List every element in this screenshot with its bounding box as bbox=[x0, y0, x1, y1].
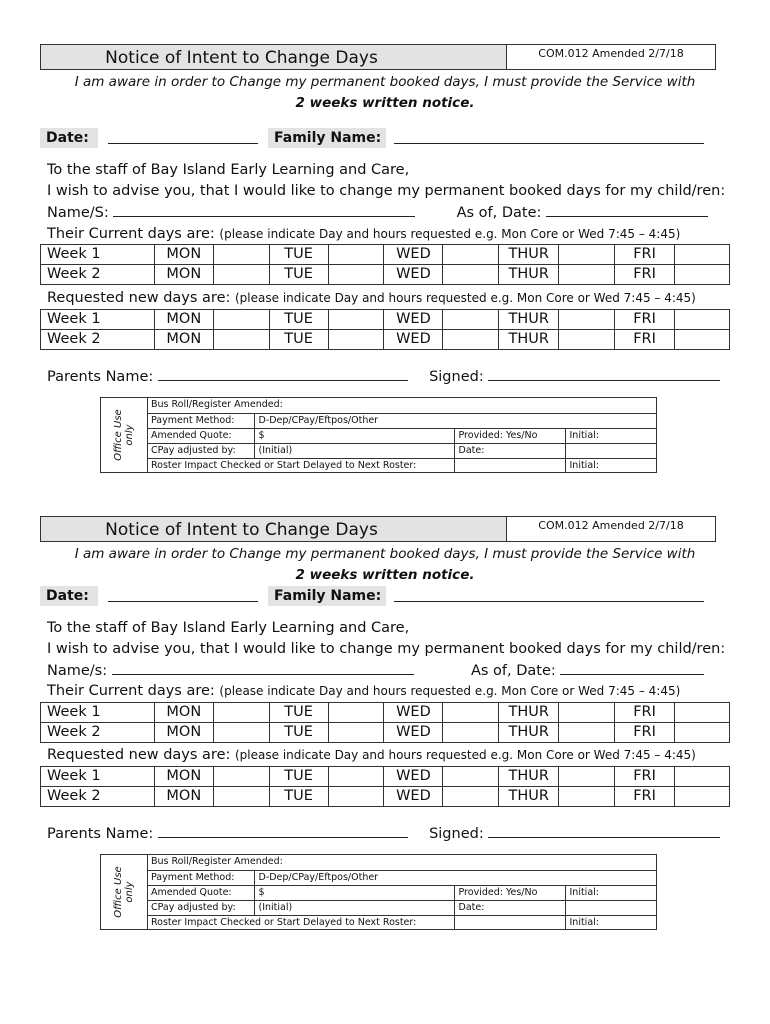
day-label: TUE bbox=[269, 265, 328, 285]
day-entry-cell[interactable] bbox=[675, 310, 730, 330]
office-use-label: Office Use only bbox=[113, 866, 135, 918]
day-label: TUE bbox=[269, 703, 328, 723]
office-use-table bbox=[147, 398, 656, 473]
date-field[interactable] bbox=[108, 601, 258, 602]
day-label: THUR bbox=[499, 265, 559, 285]
current-days-hint: (please indicate Day and hours requested e.g. Mon Core or Wed 7:45 – 4:45) bbox=[219, 227, 681, 241]
week-label: Week 2 bbox=[41, 723, 155, 743]
day-entry-cell[interactable] bbox=[213, 723, 269, 743]
initial-label: Initial: bbox=[565, 885, 656, 900]
signature-field[interactable] bbox=[488, 366, 720, 381]
day-entry-cell[interactable] bbox=[675, 265, 730, 285]
day-label: TUE bbox=[269, 787, 328, 807]
as-of-label: As of, Date: bbox=[470, 663, 556, 679]
date-family-row bbox=[40, 586, 730, 606]
day-entry-cell[interactable] bbox=[213, 245, 269, 265]
day-entry-cell[interactable] bbox=[443, 245, 499, 265]
day-entry-cell[interactable] bbox=[559, 330, 615, 350]
notice-text bbox=[40, 544, 730, 586]
day-label: MON bbox=[154, 245, 213, 265]
week-label: Week 2 bbox=[41, 330, 155, 350]
week-row bbox=[41, 723, 730, 743]
requested-days-table bbox=[40, 309, 730, 350]
day-entry-cell[interactable] bbox=[675, 767, 730, 787]
as-of-date-field[interactable] bbox=[546, 202, 708, 217]
day-entry-cell[interactable] bbox=[559, 703, 615, 723]
amended-quote-label: Amended Quote: bbox=[147, 885, 254, 900]
day-entry-cell[interactable] bbox=[443, 767, 499, 787]
initial-label: Initial: bbox=[565, 458, 656, 473]
day-label: TUE bbox=[269, 723, 328, 743]
day-entry-cell[interactable] bbox=[213, 265, 269, 285]
intro-line-1: To the staff of Bay Island Early Learning and Care, bbox=[47, 620, 410, 636]
week-label: Week 1 bbox=[41, 767, 155, 787]
week-row bbox=[41, 703, 730, 723]
name-label: Name/S: bbox=[47, 205, 109, 221]
as-of-label: As of, Date: bbox=[456, 205, 542, 221]
intro-paragraph bbox=[47, 618, 725, 681]
day-label: MON bbox=[154, 265, 213, 285]
payment-method-options: D-Dep/CPay/Eftpos/Other bbox=[254, 413, 656, 428]
parents-name-field[interactable] bbox=[158, 366, 408, 381]
day-label: FRI bbox=[615, 245, 675, 265]
notice-text bbox=[40, 72, 730, 114]
day-entry-cell[interactable] bbox=[443, 723, 499, 743]
form-code: COM.012 Amended 2/7/18 bbox=[538, 47, 684, 60]
day-entry-cell[interactable] bbox=[675, 787, 730, 807]
day-entry-cell[interactable] bbox=[328, 245, 384, 265]
day-entry-cell[interactable] bbox=[443, 330, 499, 350]
intro-line-2: I wish to advise you, that I would like to change my permanent booked days for my child/ren: bbox=[47, 641, 726, 657]
name-field[interactable] bbox=[113, 202, 415, 217]
form-title: Notice of Intent to Change Days bbox=[105, 48, 378, 68]
signed-label: Signed: bbox=[429, 369, 484, 385]
form-code: COM.012 Amended 2/7/18 bbox=[538, 519, 684, 532]
initial-label: Initial: bbox=[565, 915, 656, 930]
amended-quote-label: Amended Quote: bbox=[147, 428, 254, 443]
amended-quote-field[interactable]: $ bbox=[254, 885, 454, 900]
requested-days-heading bbox=[47, 290, 696, 306]
cpay-initial-field[interactable]: (Initial) bbox=[254, 900, 454, 915]
day-label: WED bbox=[384, 265, 443, 285]
day-label: FRI bbox=[615, 723, 675, 743]
week-label: Week 2 bbox=[41, 265, 155, 285]
day-entry-cell[interactable] bbox=[328, 723, 384, 743]
day-label: WED bbox=[384, 310, 443, 330]
week-label: Week 1 bbox=[41, 703, 155, 723]
day-entry-cell[interactable] bbox=[443, 265, 499, 285]
notice-line-2: 2 weeks written notice. bbox=[295, 95, 475, 111]
day-label: THUR bbox=[499, 245, 559, 265]
day-label: TUE bbox=[269, 330, 328, 350]
day-entry-cell[interactable] bbox=[213, 767, 269, 787]
day-entry-cell[interactable] bbox=[328, 787, 384, 807]
signature-field[interactable] bbox=[488, 823, 720, 838]
current-days-heading bbox=[47, 226, 680, 242]
intro-line-2: I wish to advise you, that I would like to change my permanent booked days for my child/ren: bbox=[47, 183, 726, 199]
day-label: MON bbox=[154, 767, 213, 787]
requested-days-label: Requested new days are: bbox=[47, 747, 231, 763]
week-row bbox=[41, 767, 730, 787]
family-name-field[interactable] bbox=[394, 601, 704, 602]
family-name-field[interactable] bbox=[394, 143, 704, 144]
day-entry-cell[interactable] bbox=[559, 245, 615, 265]
roster-impact-label: Roster Impact Checked or Start Delayed to Next Roster: bbox=[147, 915, 454, 930]
week-row bbox=[41, 265, 730, 285]
office-use-box bbox=[100, 397, 657, 473]
day-label: WED bbox=[384, 703, 443, 723]
date-family-row bbox=[40, 128, 730, 148]
requested-days-heading bbox=[47, 747, 696, 763]
day-entry-cell[interactable] bbox=[675, 245, 730, 265]
week-row bbox=[41, 330, 730, 350]
current-days-label: Their Current days are: bbox=[47, 683, 215, 699]
office-use-table bbox=[147, 855, 656, 930]
day-label: FRI bbox=[615, 330, 675, 350]
day-entry-cell[interactable] bbox=[213, 310, 269, 330]
day-entry-cell[interactable] bbox=[559, 723, 615, 743]
day-entry-cell[interactable] bbox=[443, 310, 499, 330]
title-box bbox=[40, 516, 716, 542]
date-label: Date: bbox=[40, 586, 98, 606]
bus-roll-label: Bus Roll/Register Amended: bbox=[147, 398, 656, 413]
day-entry-cell[interactable] bbox=[328, 703, 384, 723]
notice-line-1: I am aware in order to Change my permanent booked days, I must provide the Service with bbox=[74, 74, 696, 90]
requested-days-table bbox=[40, 766, 730, 807]
day-entry-cell[interactable] bbox=[328, 767, 384, 787]
date-label: Date: bbox=[454, 443, 565, 458]
signature-row bbox=[47, 366, 720, 385]
notice-line-1: I am aware in order to Change my permanent booked days, I must provide the Service with bbox=[74, 546, 696, 562]
cpay-adjusted-label: CPay adjusted by: bbox=[147, 900, 254, 915]
week-row bbox=[41, 245, 730, 265]
parents-name-label: Parents Name: bbox=[47, 826, 154, 842]
cpay-adjusted-label: CPay adjusted by: bbox=[147, 443, 254, 458]
family-name-label: Family Name: bbox=[268, 586, 386, 606]
week-label: Week 2 bbox=[41, 787, 155, 807]
day-entry-cell[interactable] bbox=[443, 787, 499, 807]
notice-line-2: 2 weeks written notice. bbox=[295, 567, 475, 583]
week-label: Week 1 bbox=[41, 245, 155, 265]
parents-name-field[interactable] bbox=[158, 823, 408, 838]
day-label: THUR bbox=[499, 703, 559, 723]
day-entry-cell[interactable] bbox=[559, 787, 615, 807]
day-label: THUR bbox=[499, 330, 559, 350]
cpay-initial-field[interactable]: (Initial) bbox=[254, 443, 454, 458]
day-label: THUR bbox=[499, 787, 559, 807]
empty-cell[interactable] bbox=[454, 458, 565, 473]
day-entry-cell[interactable] bbox=[213, 703, 269, 723]
current-days-label: Their Current days are: bbox=[47, 226, 215, 242]
signature-row bbox=[47, 823, 720, 842]
payment-method-label: Payment Method: bbox=[147, 413, 254, 428]
intro-line-1: To the staff of Bay Island Early Learning and Care, bbox=[47, 162, 410, 178]
date-field[interactable] bbox=[108, 143, 258, 144]
day-label: TUE bbox=[269, 245, 328, 265]
day-label: TUE bbox=[269, 310, 328, 330]
week-row bbox=[41, 787, 730, 807]
name-label: Name/s: bbox=[47, 663, 108, 679]
day-entry-cell[interactable] bbox=[213, 787, 269, 807]
day-label: FRI bbox=[615, 265, 675, 285]
title-box bbox=[40, 44, 716, 70]
office-use-label: Office Use only bbox=[113, 409, 135, 461]
day-label: THUR bbox=[499, 767, 559, 787]
day-label: WED bbox=[384, 767, 443, 787]
form-title: Notice of Intent to Change Days bbox=[105, 520, 378, 540]
parents-name-label: Parents Name: bbox=[47, 369, 154, 385]
date-label: Date: bbox=[454, 900, 565, 915]
day-label: MON bbox=[154, 703, 213, 723]
day-entry-cell[interactable] bbox=[328, 310, 384, 330]
day-label: MON bbox=[154, 723, 213, 743]
day-entry-cell[interactable] bbox=[328, 265, 384, 285]
signed-label: Signed: bbox=[429, 826, 484, 842]
day-label: WED bbox=[384, 723, 443, 743]
day-entry-cell[interactable] bbox=[675, 703, 730, 723]
day-entry-cell[interactable] bbox=[559, 310, 615, 330]
empty-cell[interactable] bbox=[565, 900, 656, 915]
current-days-hint: (please indicate Day and hours requested e.g. Mon Core or Wed 7:45 – 4:45) bbox=[219, 684, 681, 698]
day-entry-cell[interactable] bbox=[443, 703, 499, 723]
family-name-label: Family Name: bbox=[268, 128, 386, 148]
day-label: FRI bbox=[615, 787, 675, 807]
roster-impact-label: Roster Impact Checked or Start Delayed to Next Roster: bbox=[147, 458, 454, 473]
day-label: FRI bbox=[615, 703, 675, 723]
payment-method-label: Payment Method: bbox=[147, 870, 254, 885]
day-label: WED bbox=[384, 787, 443, 807]
day-entry-cell[interactable] bbox=[559, 265, 615, 285]
day-label: MON bbox=[154, 330, 213, 350]
amended-quote-field[interactable]: $ bbox=[254, 428, 454, 443]
day-label: MON bbox=[154, 310, 213, 330]
week-row bbox=[41, 310, 730, 330]
current-days-heading bbox=[47, 683, 680, 699]
requested-days-hint: (please indicate Day and hours requested e.g. Mon Core or Wed 7:45 – 4:45) bbox=[235, 748, 696, 762]
payment-method-options: D-Dep/CPay/Eftpos/Other bbox=[254, 870, 656, 885]
empty-cell[interactable] bbox=[454, 915, 565, 930]
day-label: TUE bbox=[269, 767, 328, 787]
name-field[interactable] bbox=[112, 660, 414, 675]
date-label: Date: bbox=[40, 128, 98, 148]
as-of-date-field[interactable] bbox=[560, 660, 704, 675]
current-days-table bbox=[40, 702, 730, 743]
day-label: WED bbox=[384, 330, 443, 350]
office-use-box bbox=[100, 854, 657, 930]
day-label: WED bbox=[384, 245, 443, 265]
bus-roll-label: Bus Roll/Register Amended: bbox=[147, 855, 656, 870]
requested-days-hint: (please indicate Day and hours requested e.g. Mon Core or Wed 7:45 – 4:45) bbox=[235, 291, 696, 305]
provided-label: Provided: Yes/No bbox=[454, 428, 565, 443]
day-label: FRI bbox=[615, 767, 675, 787]
day-label: THUR bbox=[499, 723, 559, 743]
day-label: FRI bbox=[615, 310, 675, 330]
day-label: THUR bbox=[499, 310, 559, 330]
current-days-table bbox=[40, 244, 730, 285]
intro-paragraph bbox=[47, 160, 725, 223]
provided-label: Provided: Yes/No bbox=[454, 885, 565, 900]
day-entry-cell[interactable] bbox=[213, 330, 269, 350]
initial-label: Initial: bbox=[565, 428, 656, 443]
empty-cell[interactable] bbox=[565, 443, 656, 458]
day-entry-cell[interactable] bbox=[559, 767, 615, 787]
day-entry-cell[interactable] bbox=[328, 330, 384, 350]
day-entry-cell[interactable] bbox=[675, 330, 730, 350]
week-label: Week 1 bbox=[41, 310, 155, 330]
requested-days-label: Requested new days are: bbox=[47, 290, 231, 306]
day-entry-cell[interactable] bbox=[675, 723, 730, 743]
day-label: MON bbox=[154, 787, 213, 807]
